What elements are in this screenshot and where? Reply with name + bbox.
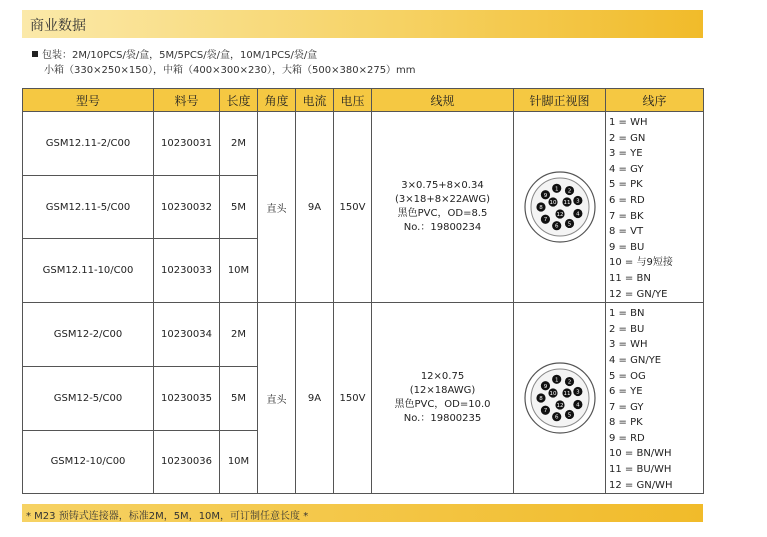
current-cell: 9A (296, 112, 334, 303)
header-wire-sequence: 线序 (606, 89, 704, 112)
bullet-icon (32, 51, 38, 57)
product-table (22, 88, 704, 494)
pin-label: 3 (575, 389, 580, 396)
sequence-item: 8 = VT (609, 226, 644, 238)
sequence-item: 1 = WH (609, 117, 648, 128)
wire-spec-cell (372, 112, 514, 303)
model-cell: GSM12.11-10/C00 (23, 239, 154, 303)
model-cell: GSM12-10/C00 (23, 430, 154, 494)
pin-label: 4 (575, 402, 580, 409)
header-length: 长度 (220, 89, 258, 112)
header-voltage: 电压 (334, 89, 372, 112)
sequence-item: 4 = GY (609, 163, 644, 175)
header-wire-gauge: 线规 (372, 89, 514, 112)
pin-label: 10 (549, 391, 556, 398)
code-cell: 10230036 (154, 430, 220, 494)
code-cell: 10230034 (154, 303, 220, 367)
voltage-cell: 150V (334, 303, 372, 494)
length-cell: 5M (220, 175, 258, 239)
spec-line: No.：19800234 (403, 222, 482, 234)
sequence-item: 11 = BU/WH (609, 464, 672, 476)
spec-line: (12×18AWG) (409, 385, 476, 397)
sequence-item: 6 = RD (609, 194, 645, 206)
section-title: 商业数据 (30, 18, 86, 34)
length-cell: 2M (220, 112, 258, 176)
model-cell: GSM12.11-5/C00 (23, 175, 154, 239)
header-angle: 角度 (258, 89, 296, 112)
table-header-row (23, 89, 704, 112)
sequence-item: 1 = BN (609, 308, 645, 320)
sequence-item: 8 = PK (609, 417, 643, 429)
current-cell: 9A (296, 303, 334, 494)
header-model: 型号 (23, 89, 154, 112)
sequence-item: 4 = GN/YE (609, 354, 662, 366)
code-cell: 10230033 (154, 239, 220, 303)
pin-view-cell (514, 112, 606, 303)
pin-label: 5 (567, 412, 571, 419)
header-code: 料号 (154, 89, 220, 112)
sequence-item: 12 = GN/YE (609, 288, 668, 300)
connector-pinout-icon (523, 361, 597, 435)
footnote-text: * M23 预铸式连接器，标准2M，5M，10M，可订制任意长度 * (26, 511, 309, 522)
header-pin-view: 针脚正视图 (514, 89, 606, 112)
section-header (22, 10, 703, 38)
connector-pinout-icon (523, 170, 597, 244)
sequence-item: 6 = YE (609, 386, 643, 398)
wire-sequence-cell (606, 112, 704, 303)
spec-line: 12×0.75 (420, 371, 465, 383)
wire-spec-cell (372, 303, 514, 494)
pin-label: 9 (543, 383, 547, 390)
spec-line: 黑色PVC，OD=10.0 (394, 399, 491, 411)
sequence-item: 11 = BN (609, 272, 651, 284)
pin-label: 1 (554, 186, 558, 193)
pin-label: 8 (538, 396, 543, 403)
model-cell: GSM12.11-2/C00 (23, 112, 154, 176)
pin-label: 6 (554, 414, 558, 421)
code-cell: 10230032 (154, 175, 220, 239)
pin-label: 3 (575, 198, 580, 205)
sequence-item: 7 = BK (609, 210, 644, 222)
pin-label: 12 (556, 403, 563, 410)
pin-label: 2 (567, 379, 571, 386)
code-cell: 10230031 (154, 112, 220, 176)
pin-label: 11 (563, 200, 570, 207)
pin-view-cell (514, 303, 606, 494)
model-cell: GSM12-5/C00 (23, 366, 154, 430)
sequence-item: 12 = GN/WH (609, 479, 673, 491)
pin-label: 8 (538, 205, 543, 212)
sequence-item: 2 = BU (609, 323, 645, 335)
wire-sequence-cell (606, 303, 704, 494)
sequence-item: 3 = WH (609, 339, 648, 351)
length-cell: 10M (220, 239, 258, 303)
sequence-item: 3 = YE (609, 148, 643, 160)
model-cell: GSM12-2/C00 (23, 303, 154, 367)
sequence-item: 5 = PK (609, 179, 643, 191)
sequence-item: 10 = 与9短接 (609, 257, 673, 269)
pin-label: 12 (556, 212, 563, 219)
length-cell: 2M (220, 303, 258, 367)
pin-label: 6 (554, 223, 558, 230)
length-cell: 5M (220, 366, 258, 430)
packaging-info (32, 48, 416, 78)
packaging-line-2: 小箱（330×250×150），中箱（400×300×230），大箱（500×380×275）mm (44, 65, 416, 76)
pin-label: 11 (563, 391, 570, 398)
pin-label: 7 (543, 408, 547, 415)
pin-label: 7 (543, 217, 547, 224)
pin-label: 5 (567, 221, 571, 228)
angle-cell: 直头 (258, 303, 296, 494)
length-cell: 10M (220, 430, 258, 494)
footnote-bar (22, 504, 703, 522)
code-cell: 10230035 (154, 366, 220, 430)
header-current: 电流 (296, 89, 334, 112)
table-row (23, 112, 704, 176)
spec-line: 3×0.75+8×0.34 (401, 180, 484, 192)
angle-cell: 直头 (258, 112, 296, 303)
spec-line: (3×18+8×22AWG) (394, 194, 491, 206)
voltage-cell: 150V (334, 112, 372, 303)
table-row (23, 303, 704, 367)
pin-label: 10 (549, 200, 556, 207)
pin-label: 2 (567, 188, 571, 195)
spec-line: 黑色PVC，OD=8.5 (397, 208, 488, 220)
sequence-item: 2 = GN (609, 132, 646, 144)
sequence-item: 9 = BU (609, 241, 645, 253)
sequence-item: 5 = OG (609, 370, 646, 382)
pin-label: 9 (543, 192, 547, 199)
packaging-line-1: 包装：2M/10PCS/袋/盒，5M/5PCS/袋/盒，10M/1PCS/袋/盒 (42, 50, 318, 61)
pin-label: 4 (575, 211, 580, 218)
sequence-item: 10 = BN/WH (609, 448, 672, 460)
sequence-item: 7 = GY (609, 401, 644, 413)
spec-line: No.：19800235 (403, 413, 482, 425)
sequence-item: 9 = RD (609, 432, 645, 444)
pin-label: 1 (554, 377, 558, 384)
